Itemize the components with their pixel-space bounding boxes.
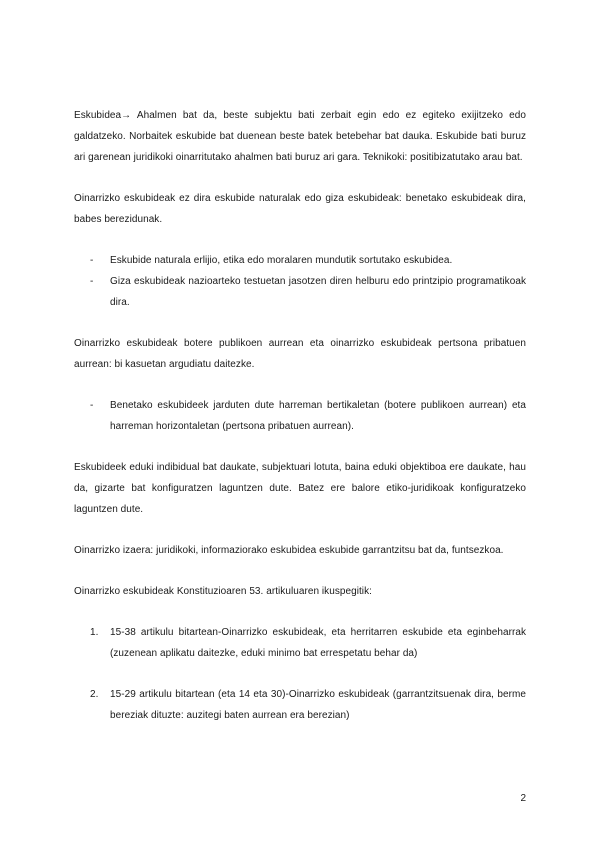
- list-item: [74, 250, 526, 271]
- list-item-text: 15-38 artikulu bitartean-Oinarrizko eskubideak, eta herritarren eskubide eta eginbeharrak (zuzenean aplikatu daitezke, eduki minimo bat errespetatu behar da): [110, 627, 526, 659]
- number-marker: 2.: [90, 689, 99, 700]
- numbered-list-articles: [74, 622, 526, 664]
- number-marker: 1.: [90, 627, 99, 638]
- paragraph-public-private: Oinarrizko eskubideak botere publikoen aurrean eta oinarrizko eskubideak pertsona pribatuen aurrean: bi kasuetan argudiatu daitezke.: [74, 338, 526, 370]
- spacer: [74, 375, 526, 395]
- paragraph-content-types: Eskubideek eduki indibidual bat daukate, subjektuari lotuta, baina eduki objektiboa ere daukate, hau da, gizarte bat konfiguratzen laguntzen dute. Batez ere balore etiko-juridikoak konfiguratzeko laguntzen dute.: [74, 462, 526, 515]
- list-item: [74, 395, 526, 437]
- bullet-list-natural-human-rights: [74, 250, 526, 313]
- paragraph-definition: Eskubidea→ Ahalmen bat da, beste subjektu bati zerbait egin edo ez egiteko exijitzeko edo galdatzeko. Norbaitek eskubide bat duenean beste batek betebehar bat dauka. Eskubide bati buruz ari garenean juridikoki oinarritutako ahalmen bati buruz ari gara. Teknikoki: positibizatutako arau bat.: [74, 110, 526, 163]
- spacer: [74, 664, 526, 684]
- spacer: [74, 313, 526, 333]
- paragraph-article-53: Oinarrizko eskubideak Konstituzioaren 53. artikuluaren ikuspegitik:: [74, 586, 372, 597]
- paragraph-fundamental-nature: Oinarrizko izaera: juridikoki, informaziorako eskubidea eskubide garrantzitsu bat da, funtsezkoa.: [74, 545, 504, 556]
- list-item-text: 15-29 artikulu bitartean (eta 14 eta 30)-Oinarrizko eskubideak (garrantzitsuenak dira, berme bereziak dituzte: auzitegi baten aurrean era berezian): [110, 689, 526, 721]
- bullet-list-relations: [74, 395, 526, 437]
- list-item: [74, 271, 526, 313]
- spacer: [74, 561, 526, 581]
- list-item-text: Giza eskubideak nazioarteko testuetan jasotzen diren helburu edo printzipio programatikoak dira.: [110, 276, 526, 308]
- spacer: [74, 168, 526, 188]
- page-number: 2: [520, 793, 526, 804]
- list-item-text: Benetako eskubideek jarduten dute harreman bertikaletan (botere publikoen aurrean) eta harreman horizontaletan (pertsona pribatuen aurrean).: [110, 400, 526, 432]
- bullet-marker: -: [90, 255, 94, 266]
- spacer: [74, 437, 526, 457]
- spacer: [74, 602, 526, 622]
- list-item: [74, 622, 526, 664]
- bullet-marker: -: [90, 400, 94, 411]
- list-item: [74, 684, 526, 726]
- paragraph-fundamental-rights: Oinarrizko eskubideak ez dira eskubide naturalak edo giza eskubideak: benetako eskubideak dira, babes berezidunak.: [74, 193, 526, 225]
- spacer: [74, 520, 526, 540]
- page-body: [74, 105, 526, 726]
- numbered-list-articles: [74, 684, 526, 726]
- list-item-text: Eskubide naturala erlijio, etika edo moralaren mundutik sortutako eskubidea.: [110, 255, 453, 266]
- bullet-marker: -: [90, 276, 94, 287]
- spacer: [74, 230, 526, 250]
